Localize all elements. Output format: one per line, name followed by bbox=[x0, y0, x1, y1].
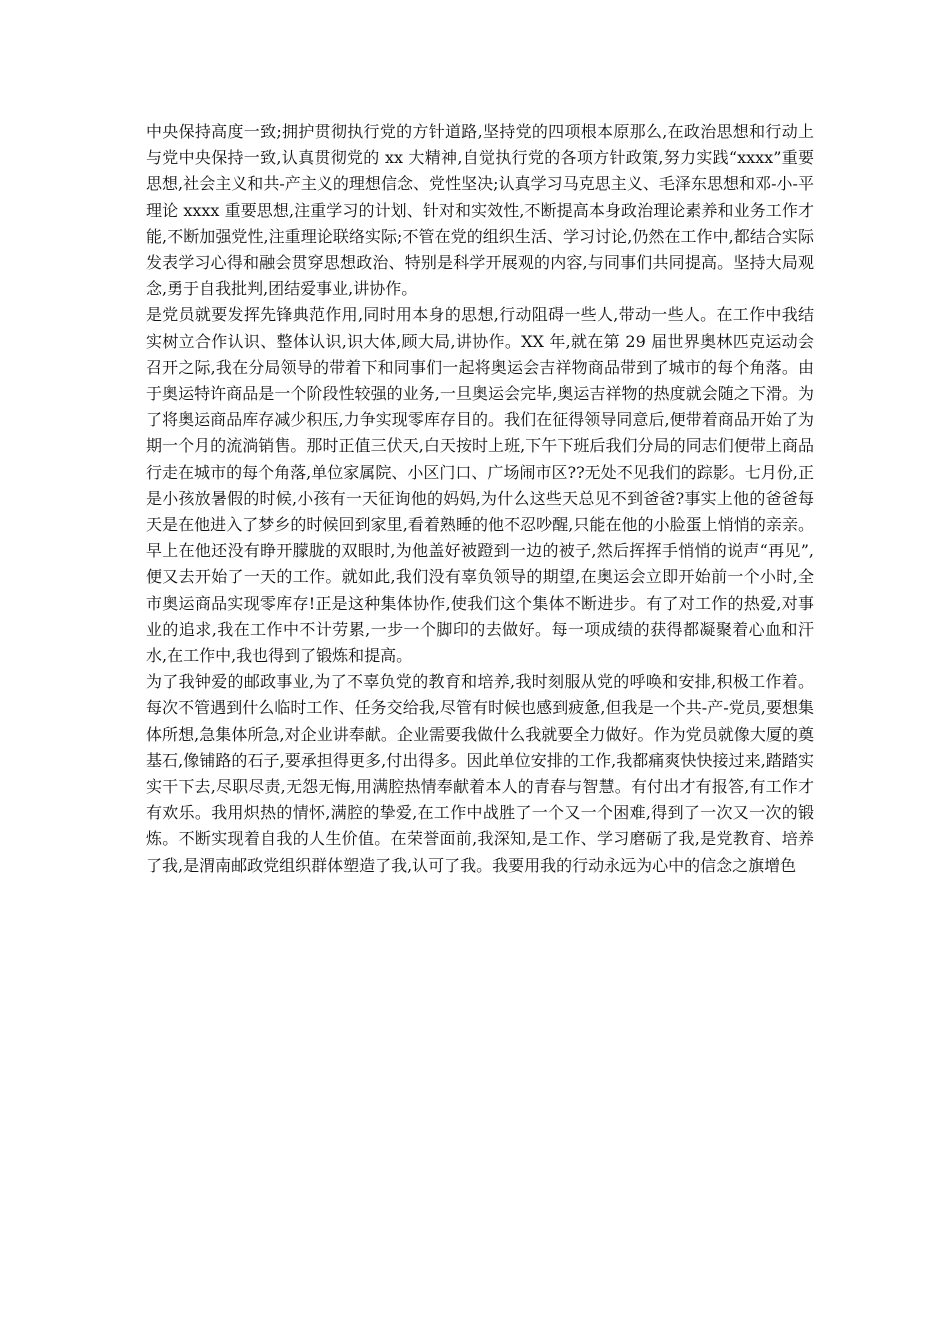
paragraph-3: 为了我钟爱的邮政事业,为了不辜负党的教育和培养,我时刻服从党的呼唤和安排,积极工作着。每次不管遇到什么临时工作、任务交给我,尽管有时候也感到疲惫,但我是一个共-产-党员,要想集体所想,急集体所急,对企业讲奉献。企业需要我做什么我就要全力做好。作为党员就像大厦的奠基石,像铺路的石子,要承担得更多,付出得多。因此单位安排的工作,我都痛爽快快接过来,踏踏实实干下去,尽职尽责,无怨无悔,用满腔热情奉献着本人的青春与智慧。有付出才有报答,有工作才有欢乐。我用炽热的情怀,满腔的挚爱,在工作中战胜了一个又一个困难,得到了一次又一次的锻炼。不断实现着自我的人生价值。在荣誉面前,我深知,是工作、学习磨砺了我,是党教育、培养了我,是渭南邮政党组织群体塑造了我,认可了我。我要用我的行动永远为心中的信念之旗增色 bbox=[146, 672, 814, 875]
paragraph-2: 是党员就要发挥先锋典范作用,同时用本身的思想,行动阻碍一些人,带动一些人。在工作中我结实树立合作认识、整体认识,识大体,顾大局,讲协作。XX 年,就在第 29 届世界奥林匹克运动会召开之际,我在分局领导的带着下和同事们一起将奥运会吉祥物商品带到了城市的每个角落。由于奥运特许商品是一个阶段性较强的业务,一旦奥运会完毕,奥运吉祥物的热度就会随之下滑。为了将奥运商品库存减少积压,力争实现零库存目的。我们在征得领导同意后,便带着商品开始了为期一个月的流淌销售。那时正值三伏天,白天按时上班,下午下班后我们分局的同志们便带上商品行走在城市的每个角落,单位家属院、小区门口、广场闹市区??无处不见我们的踪影。七月份,正是小孩放暑假的时候,小孩有一天征询他的妈妈,为什么这些天总见不到爸爸?事实上他的爸爸每天是在他进入了梦乡的时候回到家里,看着熟睡的他不忍吵醒,只能在他的小脸蛋上悄悄的亲亲。早上在他还没有睁开朦胧的双眼时,为他盖好被蹬到一边的被子,然后挥挥手悄悄的说声“再见”,便又去开始了一天的工作。就如此,我们没有辜负领导的期望,在奥运会立即开始前一个小时,全市奥运商品实现零库存!正是这种集体协作,使我们这个集体不断进步。有了对工作的热爱,对事业的追求,我在工作中不计劳累,一步一个脚印的去做好。每一项成绩的获得都凝聚着心血和汗水,在工作中,我也得到了锻炼和提高。 bbox=[146, 305, 814, 666]
document-page bbox=[146, 119, 814, 879]
paragraph-1: 中央保持高度一致;拥护贯彻执行党的方针道路,坚持党的四项根本原那么,在政治思想和行动上与党中央保持一致,认真贯彻党的 xx 大精神,自觉执行党的各项方针政策,努力实践“xxxx”重要思想,社会主义和共-产主义的理想信念、党性坚决;认真学习马克思主义、毛泽东思想和邓-小-平理论 xxxx 重要思想,注重学习的计划、针对和实效性,不断提高本身政治理论素养和业务工作才能,不断加强党性,注重理论联络实际;不管在党的组织生活、学习讨论,仍然在工作中,都结合实际发表学习心得和融会贯穿思想政治、特别是科学开展观的内容,与同事们共同提高。坚持大局观念,勇于自我批判,团结爱事业,讲协作。 bbox=[146, 122, 814, 299]
